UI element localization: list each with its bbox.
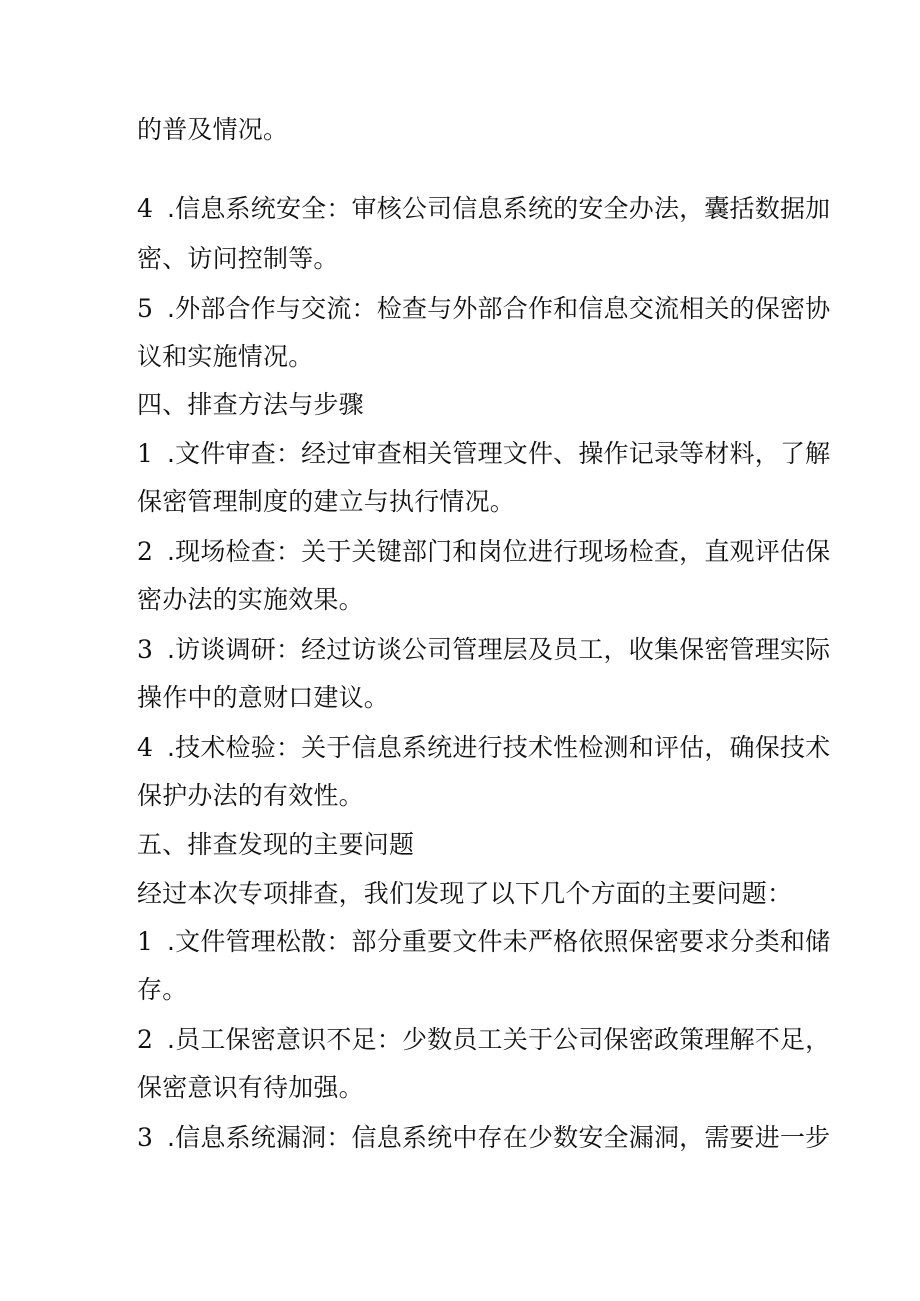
numbered-item (137, 634, 830, 666)
text-line (137, 878, 792, 910)
line-text: .现场检查：关于关键部门和岗位进行现场检查，直观评估保 (167, 537, 831, 566)
text-line (137, 974, 187, 1006)
section-heading (137, 389, 364, 421)
line-text: 的普及情况。 (137, 115, 289, 144)
item-number: 1 (137, 439, 154, 468)
line-text: .技术检验：关于信息系统进行技术性检测和评估，确保技术 (167, 733, 831, 762)
item-number: 3 (137, 1123, 154, 1152)
item-number: 3 (137, 635, 154, 664)
item-number: 5 (137, 294, 154, 323)
section-heading (137, 829, 414, 861)
line-text: 保护办法的有效性。 (137, 781, 364, 810)
item-number: 2 (137, 1025, 154, 1054)
numbered-item (137, 1024, 830, 1056)
text-line (137, 243, 339, 275)
text-line (137, 682, 389, 714)
line-text: 保密管理制度的建立与执行情况。 (137, 487, 516, 516)
text-line (137, 486, 515, 518)
numbered-item (137, 438, 830, 470)
line-text: .员工保密意识不足：少数员工关于公司保密政策理解不足， (167, 1025, 831, 1054)
line-text: .外部合作与交流：检查与外部合作和信息交流相关的保密协 (167, 294, 831, 323)
item-number: 4 (137, 733, 154, 762)
item-number: 1 (137, 927, 154, 956)
heading-text: 五、排查发现的主要问题 (137, 830, 415, 859)
item-number: 2 (137, 537, 154, 566)
numbered-item (137, 193, 830, 225)
line-text: .信息系统安全：审核公司信息系统的安全办法，囊括数据加 (167, 194, 831, 223)
line-text: 操作中的意财口建议。 (137, 683, 390, 712)
line-text: 密办法的实施效果。 (137, 585, 364, 614)
line-text: 议和实施情况。 (137, 342, 314, 371)
line-text: 保密意识有待加强。 (137, 1073, 364, 1102)
line-text: .文件审查：经过审查相关管理文件、操作记录等材料，了解 (167, 439, 831, 468)
numbered-item (137, 732, 830, 764)
text-line (137, 780, 364, 812)
text-line (137, 1072, 364, 1104)
item-number: 4 (137, 194, 154, 223)
line-text: .信息系统漏洞：信息系统中存在少数安全漏洞，需要进一步 (167, 1123, 831, 1152)
line-text: 经过本次专项排查，我们发现了以下几个方面的主要问题： (137, 879, 793, 908)
line-text: .文件管理松散：部分重要文件未严格依照保密要求分类和储 (167, 927, 831, 956)
text-line (137, 341, 313, 373)
numbered-item (137, 1122, 830, 1154)
line-text: 存。 (137, 975, 188, 1004)
line-text: 密、访问控制等。 (137, 244, 339, 273)
numbered-item (137, 293, 830, 325)
heading-text: 四、排查方法与步骤 (137, 390, 364, 419)
line-text: .访谈调研：经过访谈公司管理层及员工，收集保密管理实际 (167, 635, 831, 664)
text-line (137, 584, 364, 616)
numbered-item (137, 926, 830, 958)
text-line (137, 114, 288, 146)
numbered-item (137, 536, 830, 568)
